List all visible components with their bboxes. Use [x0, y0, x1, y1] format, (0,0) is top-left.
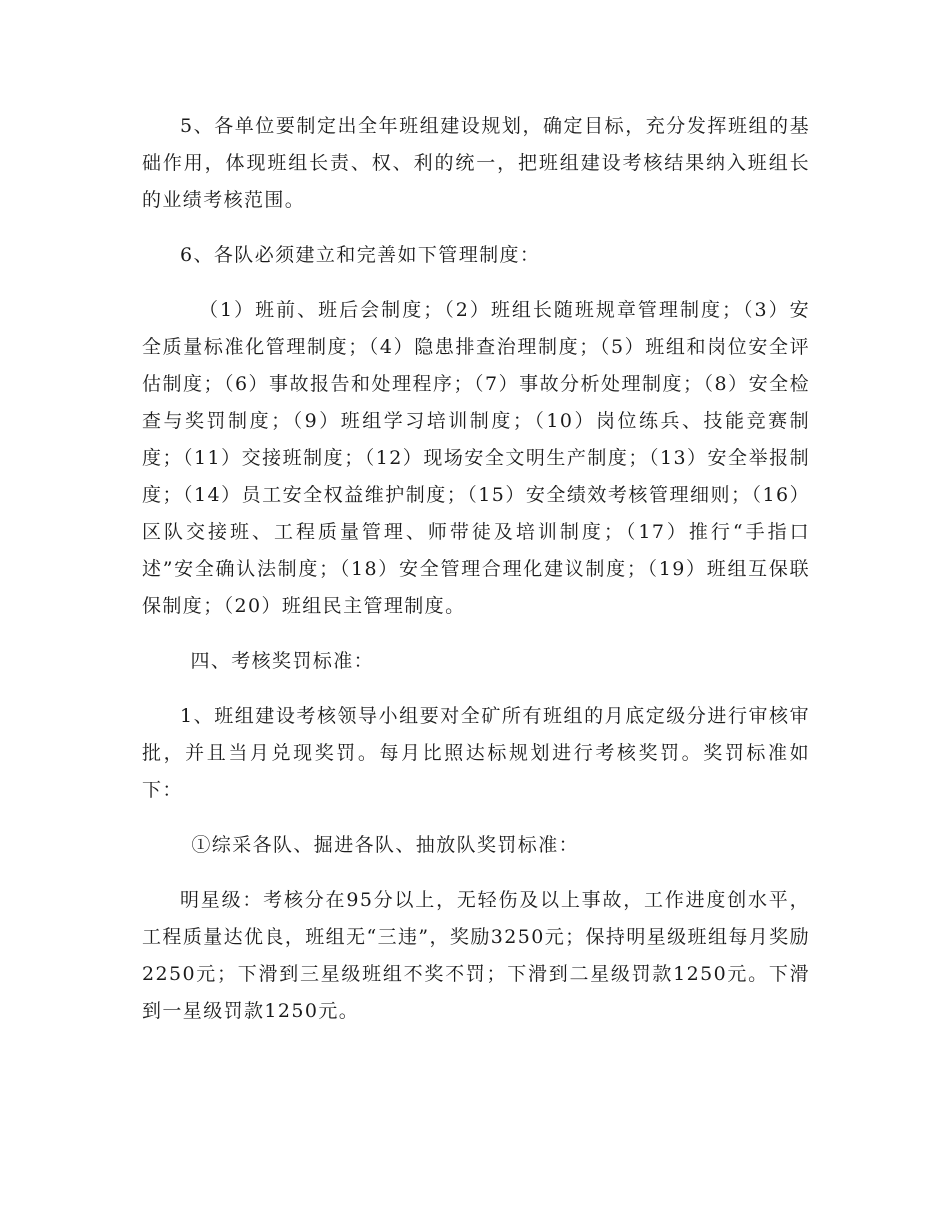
section-heading-assessment: 四、考核奖罚标准：: [190, 650, 375, 672]
paragraph-item-5: 5、各单位要制定出全年班组建设规划，确定目标，充分发挥班组的基础作用，体现班组长责、权、利的统一，把班组建设考核结果纳入班组长的业绩考核范围。: [142, 115, 810, 211]
paragraph-star-level: 明星级：考核分在95分以上，无轻伤及以上事故，工作进度创水平，工程质量达优良，班组无“三违”，奖励3250元；保持明星级班组每月奖励2250元；下滑到三星级班组不奖不罚；下滑到二星级罚款1250元。下滑到一星级罚款1250元。: [142, 889, 810, 1022]
management-systems-list: （1）班前、班后会制度；（2）班组长随班规章管理制度；（3）安全质量标准化管理制度；（4）隐患排查治理制度；（5）班组和岗位安全评估制度；（6）事故报告和处理程序；（7）事故分析处理制度；（8）安全检查与奖罚制度；（9）班组学习培训制度；（10）岗位练兵、技能竞赛制度；（11）交接班制度；（12）现场安全文明生产制度；（13）安全举报制度；（14）员工安全权益维护制度；（15）安全绩效考核管理细则；（16）区队交接班、工程质量管理、师带徒及培训制度；（17）推行“手指口述”安全确认法制度；（18）安全管理合理化建议制度；（19）班组互保联保制度；（20）班组民主管理制度。: [142, 299, 810, 617]
paragraph-item-6: 6、各队必须建立和完善如下管理制度：: [180, 244, 541, 266]
subheading-reward-standard: ①综采各队、掘进各队、抽放队奖罚标准：: [191, 834, 579, 856]
document-body: [142, 108, 810, 1048]
paragraph-item-1: 1、班组建设考核领导小组要对全矿所有班组的月底定级分进行审核审批，并且当月兑现奖罚。每月比照达标规划进行考核奖罚。奖罚标准如下：: [142, 705, 810, 801]
